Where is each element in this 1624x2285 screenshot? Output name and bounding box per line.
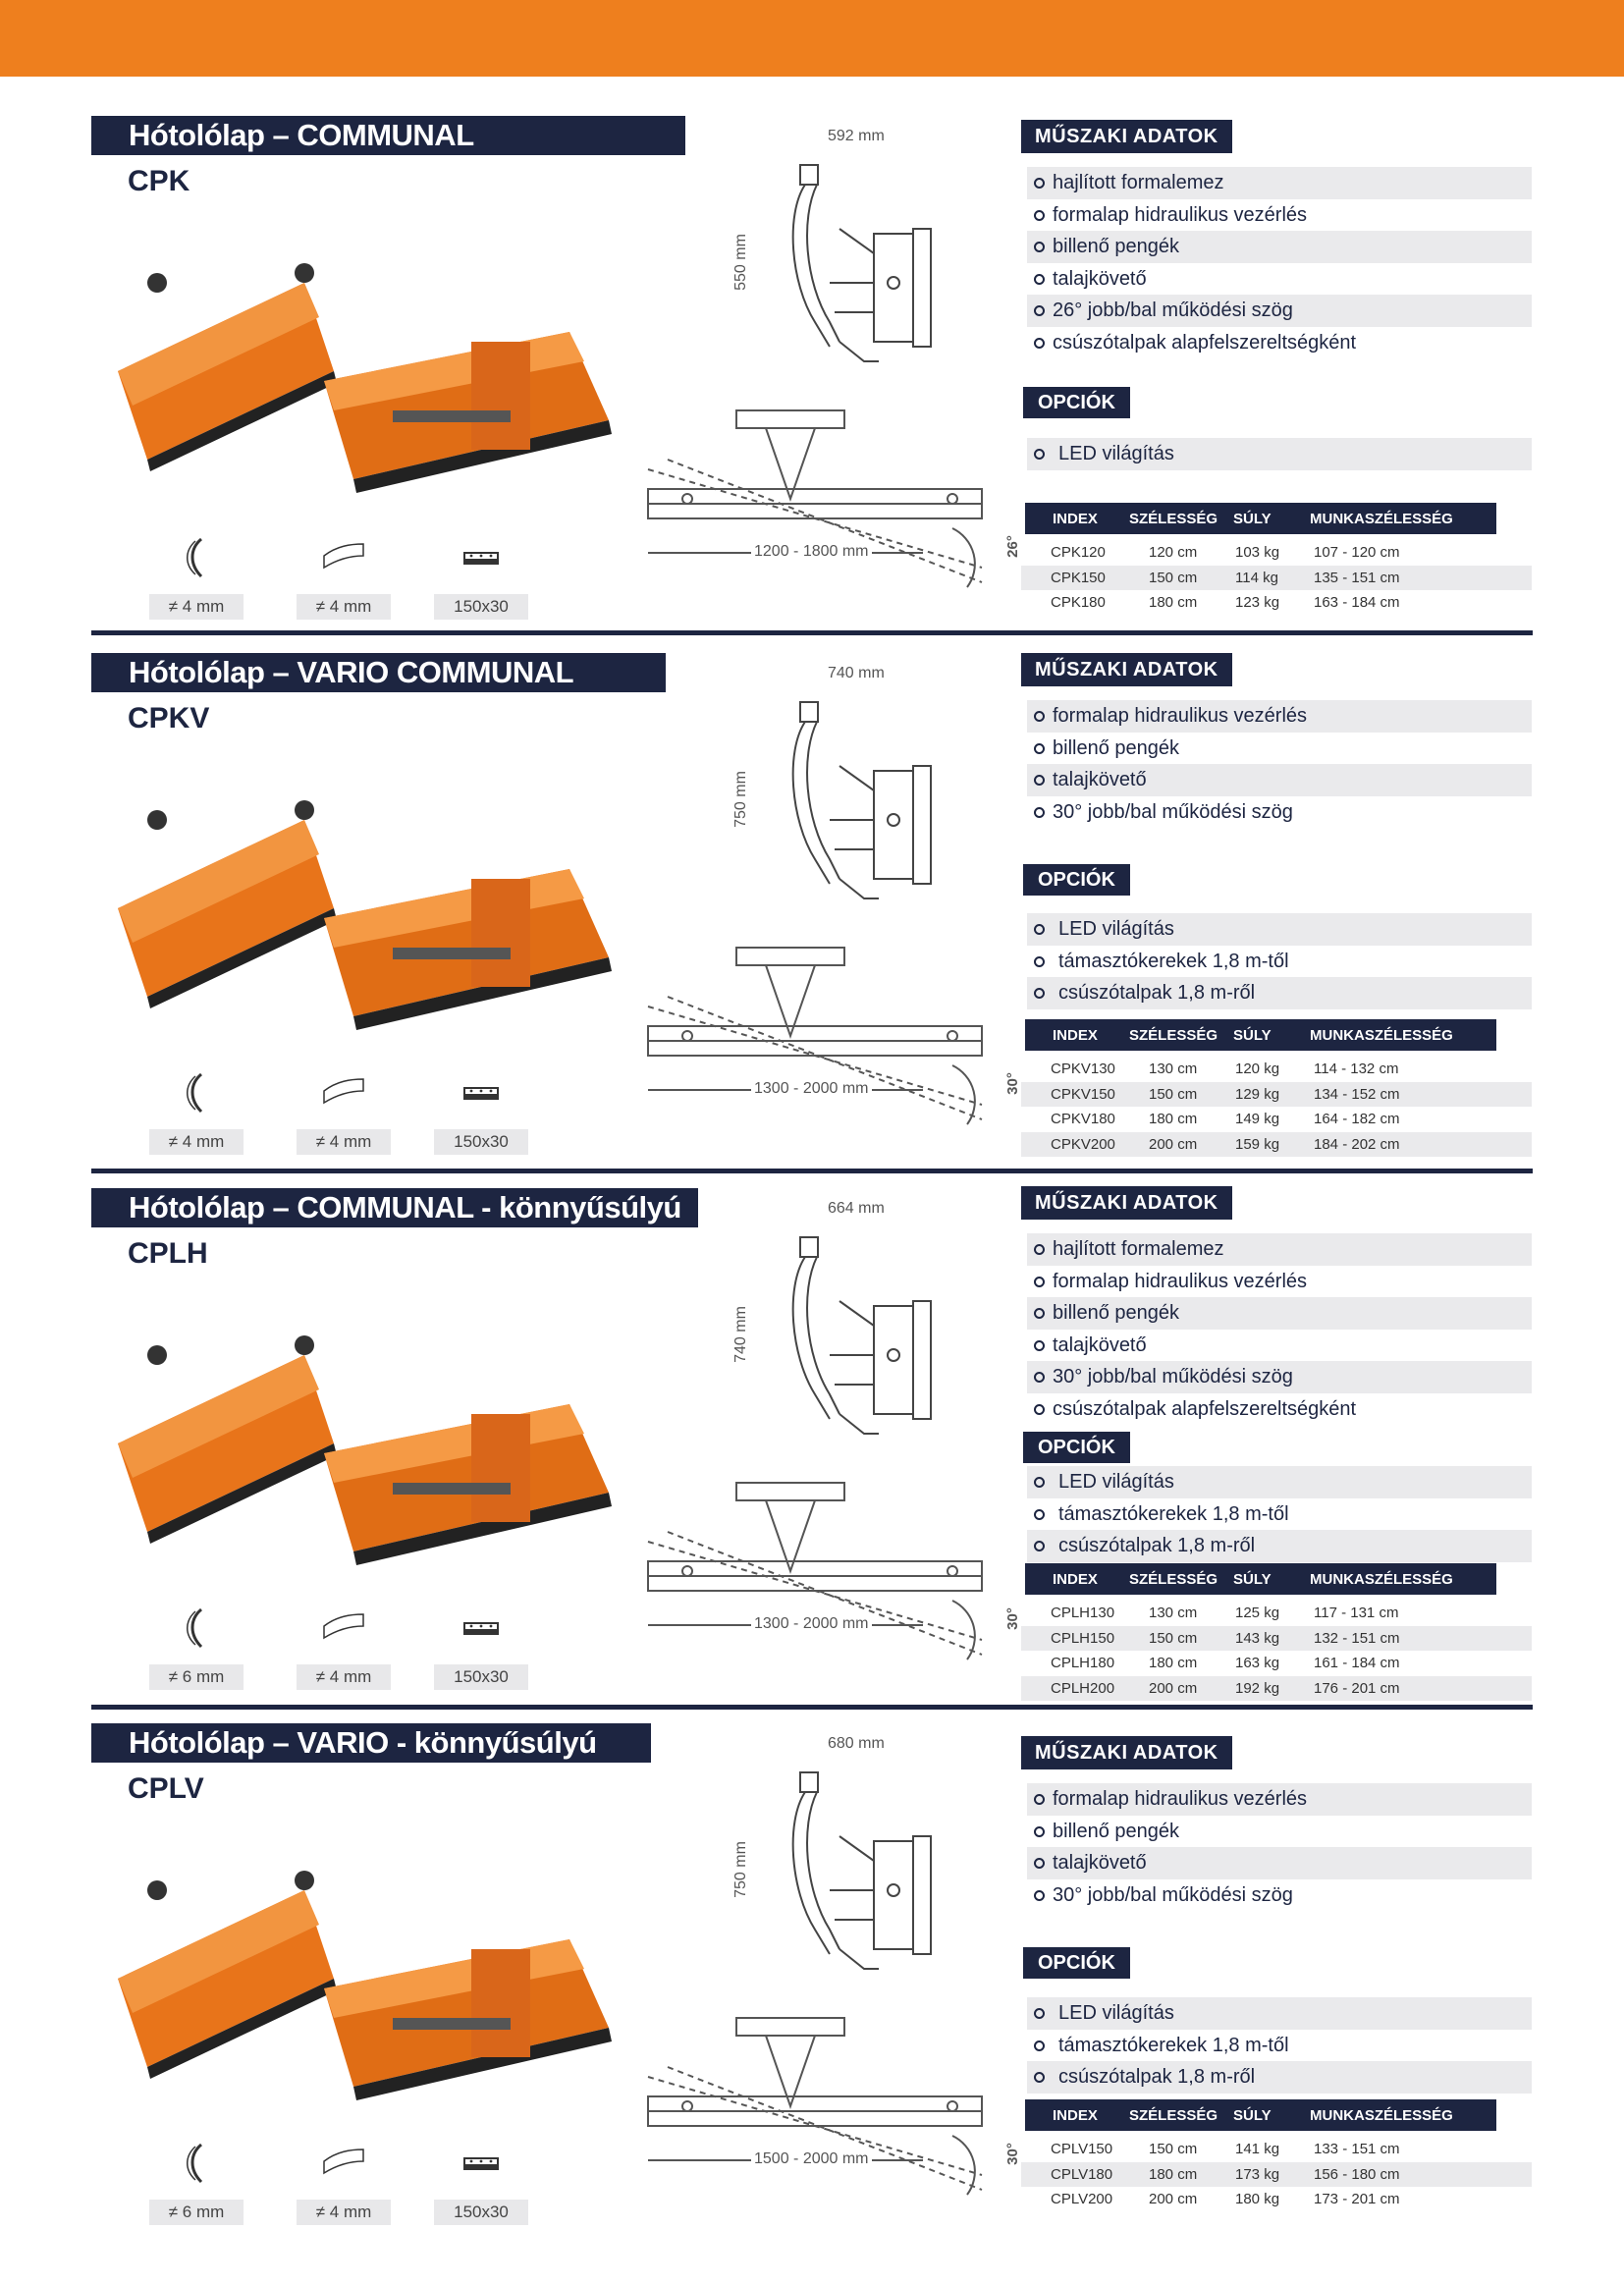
bullet-icon bbox=[1034, 1277, 1045, 1287]
table-cell: 159 kg bbox=[1235, 1135, 1280, 1153]
option-text: LED világítás bbox=[1058, 2002, 1174, 2024]
spec-text: billenő pengék bbox=[1053, 236, 1179, 258]
table-row bbox=[1021, 1057, 1532, 1082]
table-cell: CPLH150 bbox=[1051, 1629, 1115, 1647]
top-orange-band bbox=[0, 0, 1624, 77]
bullet-icon bbox=[1034, 449, 1045, 460]
table-header-cell: MUNKASZÉLESSÉG bbox=[1310, 511, 1453, 527]
bullet-icon bbox=[1034, 1308, 1045, 1319]
sheet-icon bbox=[319, 1073, 368, 1113]
bullet-icon bbox=[1034, 1509, 1045, 1520]
table-cell: 156 - 180 cm bbox=[1314, 2165, 1400, 2183]
model-code: CPKV bbox=[128, 702, 210, 734]
top-view-diagram bbox=[628, 391, 1021, 617]
table-cell: 163 - 184 cm bbox=[1314, 594, 1400, 611]
option-item bbox=[1027, 946, 1532, 978]
table-cell: 120 kg bbox=[1235, 1061, 1280, 1077]
specs-list bbox=[1027, 1783, 1532, 1911]
top-diagram bbox=[628, 1998, 1021, 2224]
bullet-icon bbox=[1034, 1890, 1045, 1901]
spec-item bbox=[1027, 167, 1532, 199]
material-label: ≠ 4 mm bbox=[149, 1129, 244, 1155]
material-label: 150x30 bbox=[434, 1129, 528, 1155]
material-label: ≠ 6 mm bbox=[149, 1664, 244, 1690]
table-row bbox=[1021, 2187, 1532, 2212]
material-icon-item bbox=[295, 2141, 393, 2225]
table-cell: 150 cm bbox=[1149, 1085, 1198, 1103]
material-icon-item bbox=[432, 1070, 530, 1155]
specs-list bbox=[1027, 1233, 1532, 1426]
option-item bbox=[1027, 977, 1532, 1009]
table-cell: 125 kg bbox=[1235, 1605, 1280, 1621]
table-header-cell: MUNKASZÉLESSÉG bbox=[1310, 1027, 1453, 1044]
spec-table bbox=[1021, 1563, 1532, 1701]
model-code: CPK bbox=[128, 165, 190, 197]
option-item bbox=[1027, 2030, 1532, 2062]
angle-label: 30° bbox=[1003, 1607, 1021, 1630]
table-cell: 123 kg bbox=[1235, 594, 1280, 611]
bullet-icon bbox=[1034, 775, 1045, 786]
side-view-diagram bbox=[746, 673, 972, 938]
spec-table bbox=[1021, 503, 1532, 616]
table-cell: 132 - 151 cm bbox=[1314, 1629, 1400, 1647]
spec-item bbox=[1027, 796, 1532, 829]
spec-text: talajkövető bbox=[1053, 769, 1147, 791]
table-header-cell: SZÉLESSÉG bbox=[1129, 2107, 1218, 2124]
table-cell: CPLV200 bbox=[1051, 2191, 1113, 2207]
height-dimension: 750 mm bbox=[731, 771, 749, 828]
top-view-diagram bbox=[628, 928, 1021, 1154]
table-cell: 200 cm bbox=[1149, 2191, 1198, 2207]
spec-item bbox=[1027, 1361, 1532, 1393]
angle-label: 30° bbox=[1003, 1072, 1021, 1095]
bullet-icon bbox=[1034, 305, 1045, 316]
spec-item bbox=[1027, 327, 1532, 359]
table-row bbox=[1021, 2137, 1532, 2162]
option-item bbox=[1027, 2061, 1532, 2094]
specs-heading: MŰSZAKI ADATOK bbox=[1021, 653, 1232, 686]
option-text: csúszótalpak 1,8 m-ről bbox=[1058, 1535, 1256, 1557]
table-row bbox=[1021, 1626, 1532, 1652]
table-header-cell: INDEX bbox=[1053, 511, 1098, 527]
sheet-icon bbox=[319, 2144, 368, 2183]
table-header-cell: SÚLY bbox=[1233, 1027, 1272, 1044]
bullet-icon bbox=[1034, 1340, 1045, 1351]
table-header-cell: SZÉLESSÉG bbox=[1129, 1571, 1218, 1588]
depth-dimension: 680 mm bbox=[825, 1735, 888, 1753]
depth-dimension: 664 mm bbox=[825, 1200, 888, 1218]
table-header-cell: INDEX bbox=[1053, 1571, 1098, 1588]
side-diagram bbox=[731, 128, 972, 401]
cutting-edge-icon bbox=[461, 1617, 501, 1639]
options-list bbox=[1027, 438, 1532, 470]
table-header-cell: SZÉLESSÉG bbox=[1129, 511, 1218, 527]
table-cell: 163 kg bbox=[1235, 1655, 1280, 1671]
table-header-cell: INDEX bbox=[1053, 2107, 1098, 2124]
width-dimension: 1300 - 2000 mm bbox=[751, 1080, 872, 1098]
bullet-icon bbox=[1034, 807, 1045, 818]
spec-text: billenő pengék bbox=[1053, 1820, 1179, 1842]
table-header-cell: SÚLY bbox=[1233, 1571, 1272, 1588]
bullet-icon bbox=[1034, 1372, 1045, 1383]
spec-text: 30° jobb/bal működési szög bbox=[1053, 1366, 1293, 1388]
spec-text: 30° jobb/bal működési szög bbox=[1053, 1883, 1293, 1906]
option-text: támasztókerekek 1,8 m-től bbox=[1058, 1502, 1289, 1525]
bullet-icon bbox=[1034, 711, 1045, 722]
table-header-cell: MUNKASZÉLESSÉG bbox=[1310, 1571, 1453, 1588]
angle-label: 30° bbox=[1003, 2143, 1021, 2165]
material-label: ≠ 4 mm bbox=[297, 1129, 391, 1155]
table-header-cell: SÚLY bbox=[1233, 511, 1272, 527]
table-cell: 184 - 202 cm bbox=[1314, 1135, 1400, 1153]
product-image bbox=[98, 214, 648, 538]
options-heading: OPCIÓK bbox=[1023, 864, 1130, 896]
material-icon-item bbox=[432, 1605, 530, 1690]
spec-text: 30° jobb/bal működési szög bbox=[1053, 800, 1293, 823]
bullet-icon bbox=[1034, 1541, 1045, 1551]
option-text: LED világítás bbox=[1058, 1471, 1174, 1493]
bullet-icon bbox=[1034, 274, 1045, 285]
table-cell: 143 kg bbox=[1235, 1629, 1280, 1647]
specs-heading: MŰSZAKI ADATOK bbox=[1021, 1186, 1232, 1220]
table-cell: 192 kg bbox=[1235, 1679, 1280, 1697]
table-cell: CPLH200 bbox=[1051, 1679, 1115, 1697]
bullet-icon bbox=[1034, 2008, 1045, 2019]
table-cell: CPKV180 bbox=[1051, 1111, 1115, 1127]
table-cell: 130 cm bbox=[1149, 1061, 1198, 1077]
table-cell: CPKV150 bbox=[1051, 1085, 1115, 1103]
spec-text: csúszótalpak alapfelszereltségként bbox=[1053, 331, 1357, 354]
table-cell: 103 kg bbox=[1235, 544, 1280, 561]
material-icon-item bbox=[432, 2141, 530, 2225]
table-cell: 180 cm bbox=[1149, 2165, 1198, 2183]
option-item bbox=[1027, 913, 1532, 946]
spec-text: billenő pengék bbox=[1053, 1302, 1179, 1325]
material-label: 150x30 bbox=[434, 1664, 528, 1690]
blade-profile-icon bbox=[182, 535, 211, 580]
table-row bbox=[1021, 540, 1532, 566]
table-cell: 149 kg bbox=[1235, 1111, 1280, 1127]
table-cell: 180 cm bbox=[1149, 594, 1198, 611]
options-list bbox=[1027, 913, 1532, 1009]
blade-profile-icon bbox=[182, 1070, 211, 1115]
product-image bbox=[98, 1286, 648, 1610]
table-cell: 134 - 152 cm bbox=[1314, 1085, 1400, 1103]
cutting-edge-icon bbox=[461, 547, 501, 569]
cutting-edge-icon bbox=[461, 2152, 501, 2174]
blade-profile-icon bbox=[182, 1605, 211, 1651]
table-row bbox=[1021, 1676, 1532, 1702]
option-item bbox=[1027, 1466, 1532, 1498]
option-text: csúszótalpak 1,8 m-ről bbox=[1058, 2066, 1256, 2089]
table-row bbox=[1021, 566, 1532, 591]
spec-item bbox=[1027, 1816, 1532, 1848]
spec-item bbox=[1027, 1879, 1532, 1912]
spec-table bbox=[1021, 2099, 1532, 2212]
height-dimension: 740 mm bbox=[731, 1306, 749, 1363]
spec-item bbox=[1027, 263, 1532, 296]
table-cell: CPLV150 bbox=[1051, 2141, 1113, 2157]
spec-text: formalap hidraulikus vezérlés bbox=[1053, 705, 1308, 727]
table-cell: 200 cm bbox=[1149, 1679, 1198, 1697]
section-divider bbox=[91, 1169, 1533, 1173]
bullet-icon bbox=[1034, 338, 1045, 349]
table-row bbox=[1021, 590, 1532, 616]
table-cell: 114 kg bbox=[1235, 569, 1278, 586]
width-dimension: 1500 - 2000 mm bbox=[751, 2150, 872, 2168]
spec-text: hajlított formalemez bbox=[1053, 1238, 1224, 1260]
bullet-icon bbox=[1034, 242, 1045, 252]
spec-item bbox=[1027, 1393, 1532, 1426]
top-view-diagram bbox=[628, 1463, 1021, 1689]
bullet-icon bbox=[1034, 956, 1045, 967]
spec-table bbox=[1021, 1019, 1532, 1157]
section-title: Hótolólap – COMMUNAL bbox=[91, 116, 685, 155]
table-row bbox=[1021, 1651, 1532, 1676]
table-header-cell: SÚLY bbox=[1233, 2107, 1272, 2124]
table-cell: 150 cm bbox=[1149, 1629, 1198, 1647]
table-cell: CPKV130 bbox=[1051, 1061, 1115, 1077]
spec-text: talajkövető bbox=[1053, 1852, 1147, 1875]
table-cell: 141 kg bbox=[1235, 2141, 1280, 2157]
table-cell: CPLH130 bbox=[1051, 1605, 1115, 1621]
bullet-icon bbox=[1034, 924, 1045, 935]
section-title: Hótolólap – VARIO - könnyűsúlyú bbox=[91, 1723, 651, 1763]
side-diagram bbox=[731, 1200, 972, 1473]
sheet-icon bbox=[319, 538, 368, 577]
table-cell: CPK180 bbox=[1051, 594, 1106, 611]
table-cell: CPLV180 bbox=[1051, 2165, 1113, 2183]
spec-item bbox=[1027, 295, 1532, 327]
table-cell: 120 cm bbox=[1149, 544, 1198, 561]
specs-heading: MŰSZAKI ADATOK bbox=[1021, 120, 1232, 153]
spec-item bbox=[1027, 764, 1532, 796]
option-item bbox=[1027, 438, 1532, 470]
depth-dimension: 592 mm bbox=[825, 128, 888, 145]
table-row bbox=[1021, 1082, 1532, 1108]
table-header-cell: MUNKASZÉLESSÉG bbox=[1310, 2107, 1453, 2124]
spec-text: csúszótalpak alapfelszereltségként bbox=[1053, 1397, 1357, 1420]
width-dimension: 1300 - 2000 mm bbox=[751, 1615, 872, 1633]
spec-item bbox=[1027, 1266, 1532, 1298]
table-cell: 117 - 131 cm bbox=[1314, 1605, 1399, 1621]
table-cell: CPK120 bbox=[1051, 544, 1106, 561]
section-divider bbox=[91, 1705, 1533, 1710]
height-dimension: 550 mm bbox=[731, 234, 749, 291]
option-text: támasztókerekek 1,8 m-től bbox=[1058, 950, 1289, 972]
material-icon-item bbox=[147, 1070, 245, 1155]
product-image bbox=[98, 1822, 648, 2146]
product-photo bbox=[98, 751, 648, 1075]
product-photo bbox=[98, 1822, 648, 2146]
table-row bbox=[1021, 1601, 1532, 1626]
table-header-cell: SZÉLESSÉG bbox=[1129, 1027, 1218, 1044]
material-icon-item bbox=[295, 1070, 393, 1155]
bullet-icon bbox=[1034, 1858, 1045, 1869]
table-row bbox=[1021, 1132, 1532, 1158]
section-title: Hótolólap – COMMUNAL - könnyűsúlyú bbox=[91, 1188, 698, 1227]
section-title: Hótolólap – VARIO COMMUNAL bbox=[91, 653, 666, 692]
options-heading: OPCIÓK bbox=[1023, 387, 1130, 418]
table-header bbox=[1025, 1563, 1496, 1595]
material-label: ≠ 4 mm bbox=[149, 594, 244, 620]
specs-list bbox=[1027, 167, 1532, 359]
depth-dimension: 740 mm bbox=[825, 665, 888, 682]
table-header-cell: INDEX bbox=[1053, 1027, 1098, 1044]
table-header bbox=[1025, 2099, 1496, 2131]
spec-item bbox=[1027, 231, 1532, 263]
option-item bbox=[1027, 1997, 1532, 2030]
top-diagram bbox=[628, 928, 1021, 1154]
bullet-icon bbox=[1034, 988, 1045, 999]
table-cell: 200 cm bbox=[1149, 1135, 1198, 1153]
side-view-diagram bbox=[746, 136, 972, 401]
side-diagram bbox=[731, 1735, 972, 2008]
bullet-icon bbox=[1034, 1477, 1045, 1488]
table-cell: 130 cm bbox=[1149, 1605, 1198, 1621]
material-label: ≠ 4 mm bbox=[297, 594, 391, 620]
table-cell: 161 - 184 cm bbox=[1314, 1655, 1400, 1671]
table-cell: 150 cm bbox=[1149, 2141, 1198, 2157]
material-icon-item bbox=[147, 1605, 245, 1690]
spec-text: formalap hidraulikus vezérlés bbox=[1053, 1270, 1308, 1292]
model-code: CPLV bbox=[128, 1772, 204, 1805]
spec-text: hajlított formalemez bbox=[1053, 172, 1224, 193]
bullet-icon bbox=[1034, 1794, 1045, 1805]
material-icon-item bbox=[295, 535, 393, 620]
option-text: támasztókerekek 1,8 m-től bbox=[1058, 2034, 1289, 2056]
spec-item bbox=[1027, 1783, 1532, 1816]
spec-text: 26° jobb/bal működési szög bbox=[1053, 299, 1293, 322]
table-cell: CPKV200 bbox=[1051, 1135, 1115, 1153]
material-label: ≠ 4 mm bbox=[297, 1664, 391, 1690]
side-diagram bbox=[731, 665, 972, 938]
bullet-icon bbox=[1034, 1826, 1045, 1837]
material-label: 150x30 bbox=[434, 594, 528, 620]
top-diagram bbox=[628, 391, 1021, 617]
table-cell: CPK150 bbox=[1051, 569, 1106, 586]
option-text: LED világítás bbox=[1058, 443, 1174, 464]
table-cell: 150 cm bbox=[1149, 569, 1198, 586]
product-photo bbox=[98, 1286, 648, 1610]
options-heading: OPCIÓK bbox=[1023, 1947, 1130, 1979]
table-cell: 133 - 151 cm bbox=[1314, 2141, 1400, 2157]
option-text: csúszótalpak 1,8 m-ről bbox=[1058, 982, 1256, 1005]
table-row bbox=[1021, 2162, 1532, 2188]
cutting-edge-icon bbox=[461, 1082, 501, 1104]
spec-text: formalap hidraulikus vezérlés bbox=[1053, 203, 1308, 226]
table-cell: 114 - 132 cm bbox=[1314, 1061, 1399, 1077]
option-item bbox=[1027, 1498, 1532, 1531]
bullet-icon bbox=[1034, 210, 1045, 221]
bullet-icon bbox=[1034, 1244, 1045, 1255]
material-icon-item bbox=[295, 1605, 393, 1690]
bullet-icon bbox=[1034, 178, 1045, 189]
table-cell: 129 kg bbox=[1235, 1085, 1280, 1103]
spec-item bbox=[1027, 1330, 1532, 1362]
bullet-icon bbox=[1034, 2072, 1045, 2083]
material-icon-item bbox=[432, 535, 530, 620]
width-dimension: 1200 - 1800 mm bbox=[751, 543, 872, 561]
material-icon-item bbox=[147, 2141, 245, 2225]
option-item bbox=[1027, 1530, 1532, 1562]
spec-item bbox=[1027, 1297, 1532, 1330]
options-list bbox=[1027, 1466, 1532, 1562]
side-view-diagram bbox=[746, 1743, 972, 2008]
material-icon-item bbox=[147, 535, 245, 620]
bullet-icon bbox=[1034, 2040, 1045, 2051]
table-cell: 173 kg bbox=[1235, 2165, 1280, 2183]
bullet-icon bbox=[1034, 743, 1045, 754]
table-cell: 180 cm bbox=[1149, 1655, 1198, 1671]
spec-text: talajkövető bbox=[1053, 267, 1147, 290]
material-label: ≠ 4 mm bbox=[297, 2200, 391, 2225]
table-cell: 176 - 201 cm bbox=[1314, 1679, 1400, 1697]
section-divider bbox=[91, 630, 1533, 635]
table-cell: 135 - 151 cm bbox=[1314, 569, 1400, 586]
specs-list bbox=[1027, 700, 1532, 828]
option-text: LED világítás bbox=[1058, 918, 1174, 940]
model-code: CPLH bbox=[128, 1237, 208, 1270]
spec-text: billenő pengék bbox=[1053, 736, 1179, 759]
table-header bbox=[1025, 1019, 1496, 1051]
spec-text: formalap hidraulikus vezérlés bbox=[1053, 1788, 1308, 1810]
table-cell: 107 - 120 cm bbox=[1314, 544, 1400, 561]
top-view-diagram bbox=[628, 1998, 1021, 2224]
product-image bbox=[98, 751, 648, 1075]
table-cell: CPLH180 bbox=[1051, 1655, 1115, 1671]
spec-item bbox=[1027, 199, 1532, 232]
table-cell: 180 cm bbox=[1149, 1111, 1198, 1127]
material-label: ≠ 6 mm bbox=[149, 2200, 244, 2225]
table-cell: 164 - 182 cm bbox=[1314, 1111, 1400, 1127]
specs-heading: MŰSZAKI ADATOK bbox=[1021, 1736, 1232, 1769]
options-list bbox=[1027, 1997, 1532, 2094]
spec-item bbox=[1027, 1233, 1532, 1266]
height-dimension: 750 mm bbox=[731, 1841, 749, 1898]
spec-text: talajkövető bbox=[1053, 1333, 1147, 1356]
side-view-diagram bbox=[746, 1208, 972, 1473]
material-label: 150x30 bbox=[434, 2200, 528, 2225]
table-cell: 173 - 201 cm bbox=[1314, 2191, 1400, 2207]
spec-item bbox=[1027, 1847, 1532, 1879]
table-cell: 180 kg bbox=[1235, 2191, 1280, 2207]
table-row bbox=[1021, 1107, 1532, 1132]
table-header bbox=[1025, 503, 1496, 534]
angle-label: 26° bbox=[1003, 535, 1021, 558]
spec-item bbox=[1027, 700, 1532, 733]
top-diagram bbox=[628, 1463, 1021, 1689]
blade-profile-icon bbox=[182, 2141, 211, 2186]
product-photo bbox=[98, 214, 648, 538]
options-heading: OPCIÓK bbox=[1023, 1432, 1130, 1463]
bullet-icon bbox=[1034, 1404, 1045, 1415]
spec-item bbox=[1027, 733, 1532, 765]
sheet-icon bbox=[319, 1608, 368, 1648]
